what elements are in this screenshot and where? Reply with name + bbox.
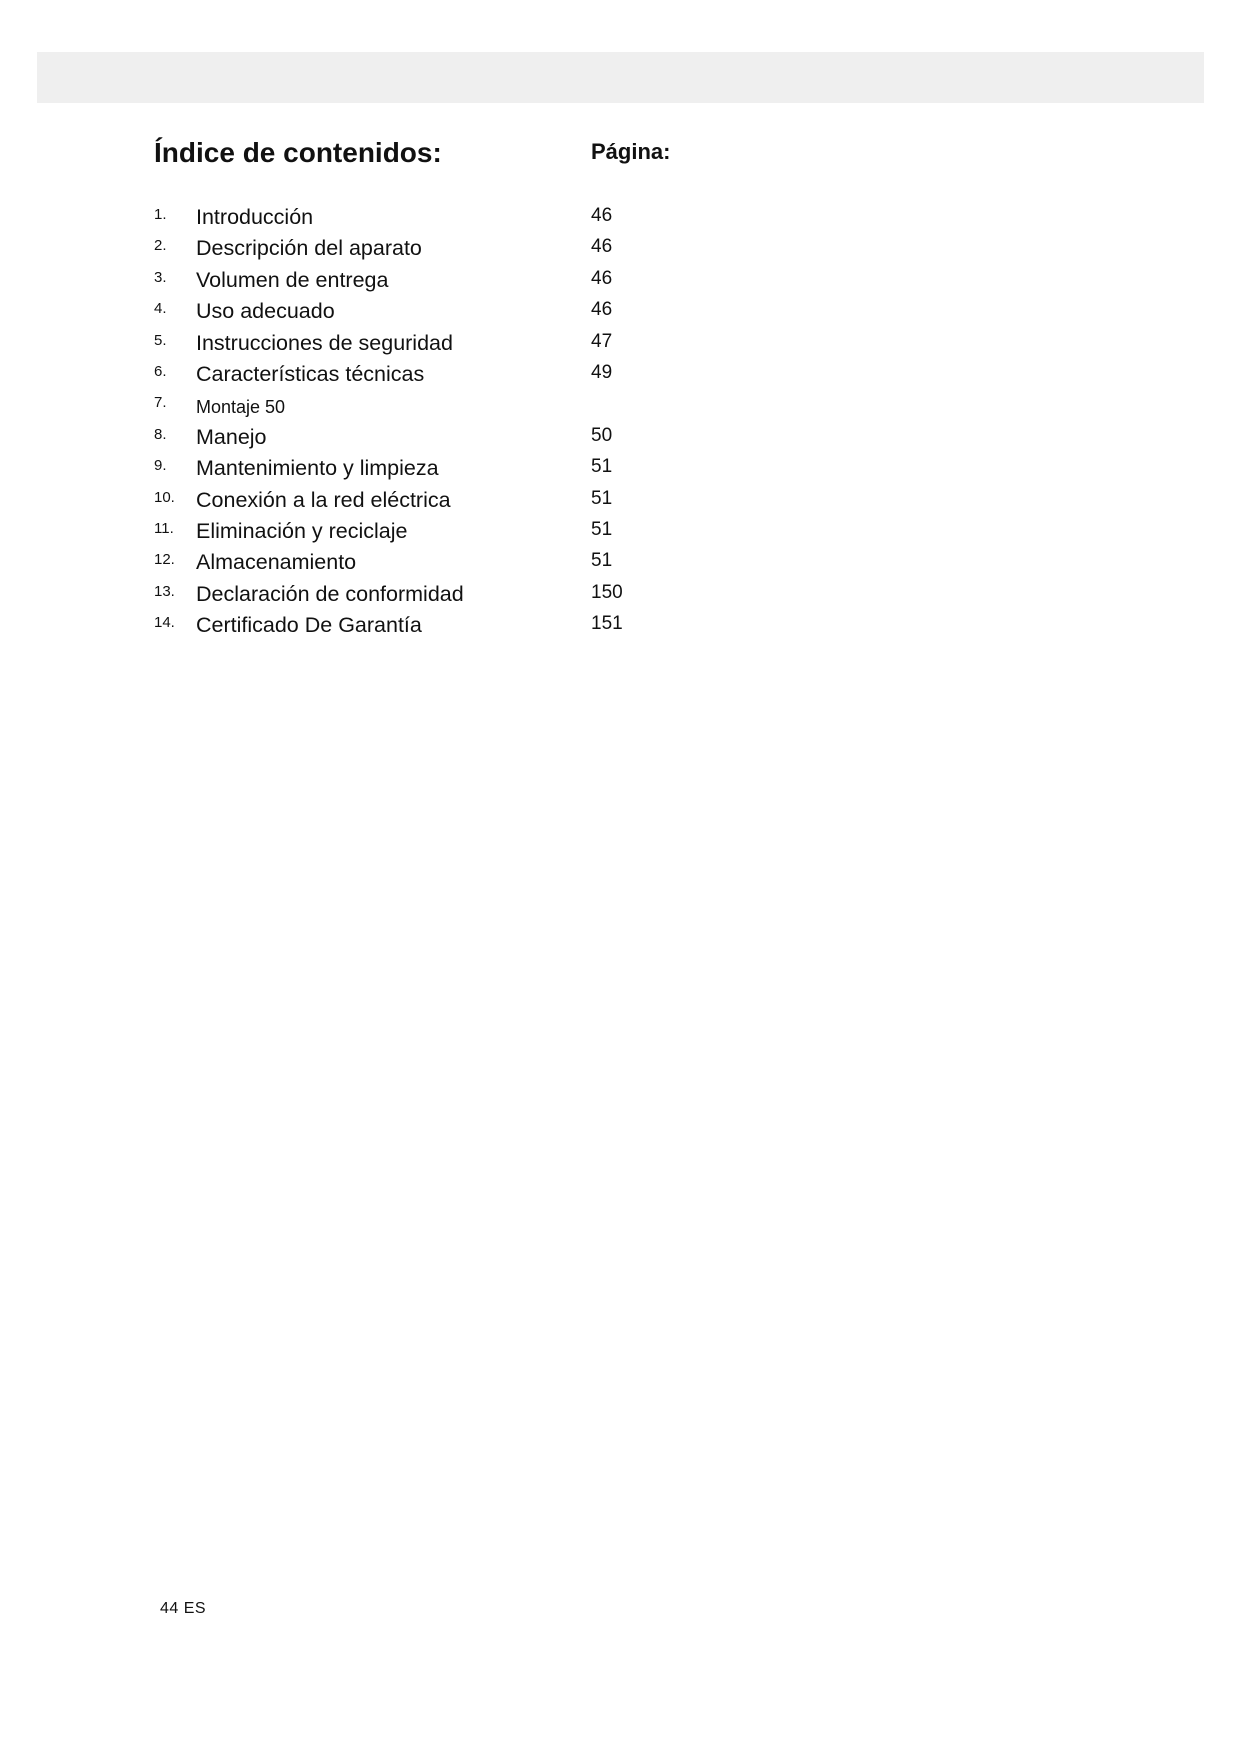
toc-entry-page: 151 xyxy=(591,613,623,635)
toc-entry[interactable] xyxy=(154,232,774,263)
toc-entry-page: 51 xyxy=(591,550,613,572)
toc-entry[interactable] xyxy=(154,484,774,515)
toc-entry-number: 7. xyxy=(154,394,167,412)
toc-entry[interactable] xyxy=(154,546,774,577)
toc-entry-page: 51 xyxy=(591,456,613,478)
toc-title: Índice de contenidos: xyxy=(154,137,442,168)
toc-entry-page: 46 xyxy=(591,299,613,321)
toc-entry-label: Almacenamiento xyxy=(196,550,357,575)
toc-entry-number: 6. xyxy=(154,362,167,380)
toc-entry-number: 5. xyxy=(154,331,167,349)
toc-entry-label: Montaje 50 xyxy=(196,397,286,418)
toc-entry-number: 13. xyxy=(154,582,175,600)
page-column-heading: Página: xyxy=(591,139,671,164)
toc-entry[interactable] xyxy=(154,295,774,326)
toc-entry-number: 1. xyxy=(154,206,167,223)
toc-entry[interactable] xyxy=(154,389,774,420)
toc-entry-label: Manejo xyxy=(196,424,267,449)
toc-entry[interactable] xyxy=(154,327,774,358)
toc-entry-page: 50 xyxy=(591,424,613,446)
toc-entry-number: 3. xyxy=(154,268,167,286)
toc-entry[interactable] xyxy=(154,515,774,546)
toc-entry[interactable] xyxy=(154,264,774,295)
toc-entry-label: Características técnicas xyxy=(196,361,425,386)
toc-entry-label: Introducción xyxy=(196,205,314,229)
toc-entry[interactable] xyxy=(154,609,774,640)
toc-entry[interactable] xyxy=(154,358,774,389)
toc-entry-number: 4. xyxy=(154,300,167,318)
toc-entry-page: 49 xyxy=(591,361,613,383)
toc-entry-label: Uso adecuado xyxy=(196,299,335,324)
toc-entry-number: 11. xyxy=(154,519,174,537)
toc-entry-number: 12. xyxy=(154,551,175,569)
toc-entry-number: 2. xyxy=(154,237,167,255)
toc-entry-number: 10. xyxy=(154,488,175,506)
toc-entry[interactable] xyxy=(154,201,774,232)
toc-entry-label: Volumen de entrega xyxy=(196,267,389,292)
toc-entry-label: Mantenimiento y limpieza xyxy=(196,456,439,481)
toc-entry-label: Eliminación y reciclaje xyxy=(196,518,408,543)
toc-entry-number: 8. xyxy=(154,425,167,443)
toc-entry-page: 51 xyxy=(591,518,613,540)
toc-entry-label: Certificado De Garantía xyxy=(196,613,422,638)
page-number-footer: 44 ES xyxy=(160,1600,207,1617)
toc-entry[interactable] xyxy=(154,421,774,452)
toc-entry-number: 9. xyxy=(154,457,167,475)
toc-entry-label: Descripción del aparato xyxy=(196,236,422,261)
header-band xyxy=(37,52,1204,103)
toc-entry[interactable] xyxy=(154,578,774,609)
toc-entry-page: 46 xyxy=(591,205,613,226)
toc-entry-number: 14. xyxy=(154,614,175,632)
toc-entry-label: Instrucciones de seguridad xyxy=(196,330,453,355)
toc-list xyxy=(154,201,774,640)
toc-entry-label: Conexión a la red eléctrica xyxy=(196,487,451,512)
toc-entry-page: 46 xyxy=(591,236,613,258)
toc-entry[interactable] xyxy=(154,452,774,483)
toc-entry-page: 47 xyxy=(591,330,613,352)
toc-entry-page: 51 xyxy=(591,487,613,509)
toc-entry-page: 46 xyxy=(591,267,613,289)
toc-entry-label: Declaración de conformidad xyxy=(196,581,464,606)
toc-entry-page: 150 xyxy=(591,581,623,603)
